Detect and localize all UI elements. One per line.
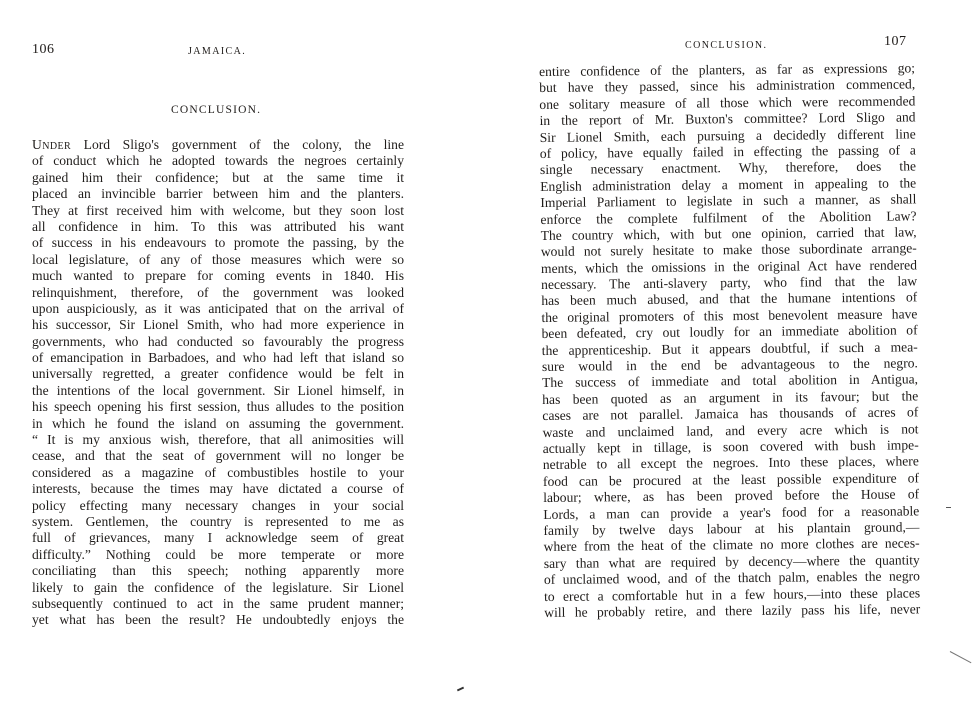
body-line: ments, which the omissions in the original Act have rendered <box>540 257 918 276</box>
right-page-number: 107 <box>884 34 907 49</box>
body-line: English administration delay a moment in appealing to the <box>540 175 917 194</box>
left-body-text <box>32 137 404 629</box>
body-line: upon auspiciously, as it was anticipated that on the arrival of <box>32 300 404 316</box>
body-line: to erect a comfortable hut in a few hours,—into these places <box>544 584 921 604</box>
body-line: much wanted to prepare for coming events in 1840. His <box>32 268 404 284</box>
left-running-head: JAMAICA. <box>188 46 247 57</box>
body-line: but have they passed, since his administration commenced, <box>539 76 916 96</box>
body-line: yet what has been the result? He undoubtedly enjoys the <box>32 612 404 628</box>
body-line: where from the heat of the climate no more clothes are neces- <box>543 535 920 555</box>
body-line: The country which, with but one opinion, carried that law, <box>540 224 917 243</box>
body-line: entire confidence of the planters, as far as expressions go; <box>539 60 916 79</box>
body-line: netrable to all except the negroes. Into these places, where <box>542 453 919 473</box>
body-line: likely to gain the confidence of the legislature. Sir Lionel <box>32 579 404 595</box>
body-line: system. Gentlemen, the country is represented to me as <box>32 513 404 529</box>
body-line: of conduct which he adopted towards the negroes certainly <box>32 153 404 169</box>
body-line: of success in his endeavours to promote the passing, by the <box>32 235 404 251</box>
right-running-head: CONCLUSION. <box>685 40 768 51</box>
body-line: considered as a magazine of combustibles hostile to your <box>32 464 404 480</box>
body-line: family by twelve days labour at his plantain ground,— <box>543 519 920 538</box>
body-line: single necessary enactment. Why, therefore, does the <box>539 158 917 178</box>
body-line: necessary. The anti-slavery party, who find that the law <box>541 273 918 293</box>
body-line: The success of immediate and total abolition in Antigua, <box>541 371 919 391</box>
body-line: waste and unclaimed land, and every acre which is not <box>542 420 919 440</box>
body-line: one solitary measure of all those which were recommended <box>539 93 916 112</box>
body-line: been defeated, cry out loudly for an immediate abolition of <box>541 322 918 342</box>
body-line: cease, and that the seat of government will no longer be <box>32 448 404 464</box>
right-body-text <box>539 60 920 621</box>
body-line: They at first received him with welcome, but they soon lost <box>32 202 404 218</box>
body-line: actually kept in tillage, is soon covered with bush impe- <box>542 437 919 456</box>
body-line: of policy, have equally failed in effecting the passing of a <box>539 142 916 161</box>
body-line: universally regretted, a greater confidence would be felt in <box>32 366 404 382</box>
body-line: sary than what are required by decency—where the quantity <box>543 552 920 571</box>
body-line: of unclaimed wood, and of the thatch palm, enables the negro <box>543 568 921 588</box>
drop-word: Under <box>32 137 72 152</box>
body-line: conciliating than this speech; nothing apparently more <box>32 563 404 579</box>
body-line: in the report of Mr. Buxton's committee? Lord Sligo and <box>539 109 916 129</box>
body-line: enforce the complete fulfilment of the Abolition Law? <box>540 207 917 227</box>
body-line: Lords, a man can provide a year's food for a reasonable <box>543 502 920 522</box>
body-line: “ It is my anxious wish, therefore, that all animosities will <box>32 432 404 448</box>
body-line: the apprenticeship. But it appears doubtful, if such a mea- <box>541 339 918 358</box>
left-page <box>0 0 470 701</box>
body-line: interests, because the times may have dictated a course of <box>32 481 404 497</box>
body-line: full of grievances, many I acknowledge seem of great <box>32 530 404 546</box>
body-line: all confidence in him. To this was attributed his want <box>32 218 404 234</box>
body-line: of emancipation in Barbadoes, and who had left that island so <box>32 350 404 366</box>
body-line: Imperial Parliament to legislate in such a manner, as shall <box>540 191 917 211</box>
body-line: gained him their confidence; but at the same time it <box>32 169 404 185</box>
body-line: his successor, Sir Lionel Smith, who had more experience in <box>32 317 404 333</box>
left-page-number: 106 <box>32 42 55 57</box>
body-line <box>32 137 404 153</box>
body-line: local legislature, of any of those measures which were so <box>32 251 404 267</box>
body-line: food can be procured at the least possible expenditure of <box>542 470 920 489</box>
body-line: subsequently continued to act in the same prudent manner; <box>32 595 404 611</box>
body-line: has been much abused, and that the humane intentions of <box>541 289 918 309</box>
section-title: CONCLUSION. <box>171 104 262 116</box>
body-line: labour; where, as has been proved before the House of <box>543 486 920 506</box>
right-page <box>470 0 980 701</box>
body-line: relinquishment, therefore, of the government was looked <box>32 284 404 300</box>
body-line: in which he found the island on assuming the government. <box>32 415 404 431</box>
body-line: sure would in the end be advantageous to the negro. <box>541 355 918 375</box>
body-line: will he probably retire, and there lazily pass his life, never <box>544 601 921 620</box>
body-line: the original promoters of this most benevolent measure have <box>541 306 918 325</box>
body-line: difficulty.” Nothing could be more temperate or more <box>32 546 404 562</box>
body-line: the intentions of the local government. Sir Lionel himself, in <box>32 382 404 398</box>
body-line: cases are not parallel. Jamaica has thousands of acres of <box>542 404 919 424</box>
body-line: his speech opening his first session, thus alludes to the position <box>32 399 404 415</box>
margin-mark <box>946 507 951 508</box>
body-line: governments, who had conducted so favourably the progress <box>32 333 404 349</box>
first-line-text: Lord Sligo's government of the colony, the line <box>71 137 404 152</box>
body-line: policy effecting many necessary changes in your social <box>32 497 404 513</box>
body-line: placed an invincible barrier between him and the planters. <box>32 186 404 202</box>
body-line: would not surely hesitate to make those subordinate arrange- <box>540 240 917 260</box>
body-line: Sir Lionel Smith, each pursuing a decidedly different line <box>539 125 916 145</box>
body-line: has been quoted as an argument in its favour; but the <box>542 388 919 407</box>
